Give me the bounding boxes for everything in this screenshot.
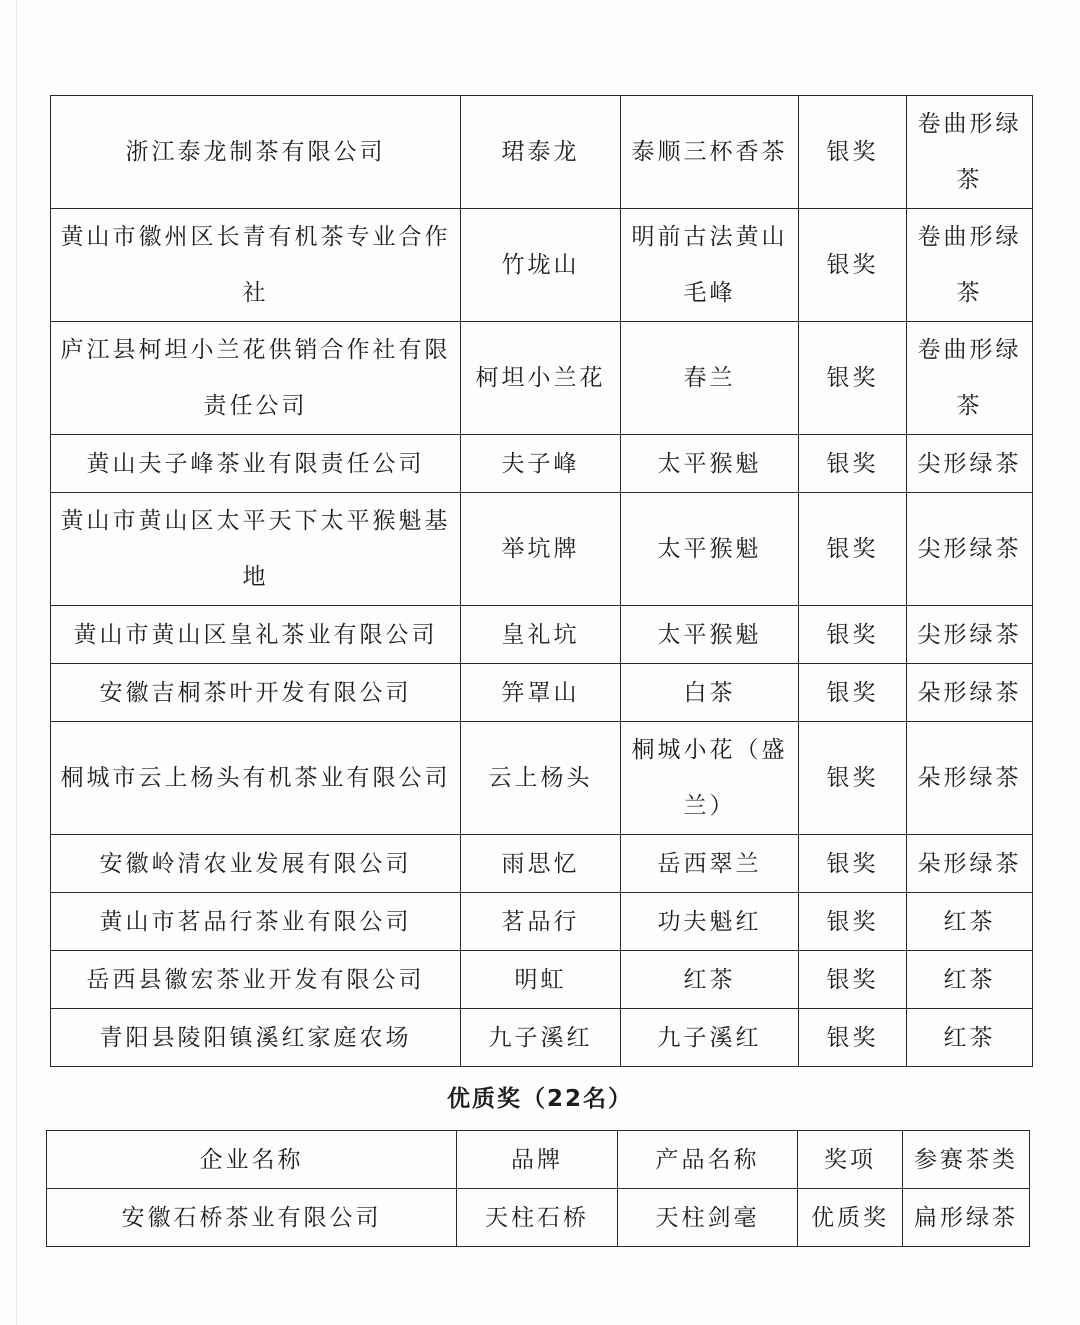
category-cell: 朵形绿茶 (907, 664, 1033, 722)
header-company: 企业名称 (47, 1131, 457, 1189)
award-cell: 银奖 (799, 893, 907, 951)
table-row (47, 1189, 1030, 1247)
award-cell: 银奖 (799, 722, 907, 835)
award-cell: 银奖 (799, 435, 907, 493)
header-product: 产品名称 (618, 1131, 798, 1189)
company-cell: 安徽吉桐茶叶开发有限公司 (51, 664, 461, 722)
product-cell: 明前古法黄山毛峰 (621, 209, 799, 322)
category-cell: 尖形绿茶 (907, 493, 1033, 606)
category-cell: 红茶 (907, 1009, 1033, 1067)
brand-cell: 雨思忆 (461, 835, 621, 893)
product-cell: 桐城小花（盛兰） (621, 722, 799, 835)
category-cell: 尖形绿茶 (907, 435, 1033, 493)
brand-cell: 夫子峰 (461, 435, 621, 493)
category-cell: 卷曲形绿茶 (907, 322, 1033, 435)
header-row (47, 1131, 1030, 1189)
table-row (51, 664, 1033, 722)
product-cell: 太平猴魁 (621, 606, 799, 664)
product-cell: 功夫魁红 (621, 893, 799, 951)
brand-cell: 皇礼坑 (461, 606, 621, 664)
company-cell: 黄山夫子峰茶业有限责任公司 (51, 435, 461, 493)
company-cell: 安徽石桥茶业有限公司 (47, 1189, 457, 1247)
table-row (51, 893, 1033, 951)
table-row (51, 322, 1033, 435)
company-cell: 浙江泰龙制茶有限公司 (51, 96, 461, 209)
award-cell: 银奖 (799, 322, 907, 435)
company-cell: 庐江县柯坦小兰花供销合作社有限责任公司 (51, 322, 461, 435)
company-cell: 桐城市云上杨头有机茶业有限公司 (51, 722, 461, 835)
company-cell: 青阳县陵阳镇溪红家庭农场 (51, 1009, 461, 1067)
product-cell: 春兰 (621, 322, 799, 435)
award-cell: 银奖 (799, 951, 907, 1009)
award-cell: 优质奖 (798, 1189, 903, 1247)
category-cell: 红茶 (907, 951, 1033, 1009)
award-cell: 银奖 (799, 96, 907, 209)
table-row (51, 835, 1033, 893)
category-cell: 尖形绿茶 (907, 606, 1033, 664)
brand-cell: 天柱石桥 (457, 1189, 618, 1247)
product-cell: 九子溪红 (621, 1009, 799, 1067)
table-row (51, 435, 1033, 493)
company-cell: 安徽岭清农业发展有限公司 (51, 835, 461, 893)
award-cell: 银奖 (799, 1009, 907, 1067)
brand-cell: 明虹 (461, 951, 621, 1009)
quality-award-heading: 优质奖（22名） (446, 1086, 633, 1112)
award-cell: 银奖 (799, 493, 907, 606)
company-cell: 黄山市茗品行茶业有限公司 (51, 893, 461, 951)
page-edge (16, 0, 17, 1325)
brand-cell: 云上杨头 (461, 722, 621, 835)
award-cell: 银奖 (799, 209, 907, 322)
product-cell: 泰顺三杯香茶 (621, 96, 799, 209)
product-cell: 岳西翠兰 (621, 835, 799, 893)
category-cell: 卷曲形绿茶 (907, 96, 1033, 209)
header-brand: 品牌 (457, 1131, 618, 1189)
silver-award-table (50, 95, 1033, 1067)
brand-cell: 柯坦小兰花 (461, 322, 621, 435)
table-row (51, 209, 1033, 322)
category-cell: 朵形绿茶 (907, 722, 1033, 835)
company-cell: 黄山市黄山区太平天下太平猴魁基地 (51, 493, 461, 606)
product-cell: 太平猴魁 (621, 435, 799, 493)
company-cell: 黄山市黄山区皇礼茶业有限公司 (51, 606, 461, 664)
award-cell: 银奖 (799, 664, 907, 722)
brand-cell: 九子溪红 (461, 1009, 621, 1067)
product-cell: 太平猴魁 (621, 493, 799, 606)
category-cell: 朵形绿茶 (907, 835, 1033, 893)
award-cell: 银奖 (799, 835, 907, 893)
table-row (51, 96, 1033, 209)
award-cell: 银奖 (799, 606, 907, 664)
company-cell: 岳西县徽宏茶业开发有限公司 (51, 951, 461, 1009)
category-cell: 扁形绿茶 (903, 1189, 1030, 1247)
brand-cell: 茗品行 (461, 893, 621, 951)
brand-cell: 竹垅山 (461, 209, 621, 322)
quality-award-table (46, 1130, 1030, 1247)
product-cell: 红茶 (621, 951, 799, 1009)
brand-cell: 举坑牌 (461, 493, 621, 606)
brand-cell: 笄罩山 (461, 664, 621, 722)
product-cell: 天柱剑毫 (618, 1189, 798, 1247)
table-row (51, 493, 1033, 606)
table-row (51, 606, 1033, 664)
company-cell: 黄山市徽州区长青有机茶专业合作社 (51, 209, 461, 322)
category-cell: 红茶 (907, 893, 1033, 951)
product-cell: 白茶 (621, 664, 799, 722)
header-category: 参赛茶类 (903, 1131, 1030, 1189)
category-cell: 卷曲形绿茶 (907, 209, 1033, 322)
header-award: 奖项 (798, 1131, 903, 1189)
table-row (51, 951, 1033, 1009)
table-row (51, 722, 1033, 835)
table-row (51, 1009, 1033, 1067)
brand-cell: 珺泰龙 (461, 96, 621, 209)
